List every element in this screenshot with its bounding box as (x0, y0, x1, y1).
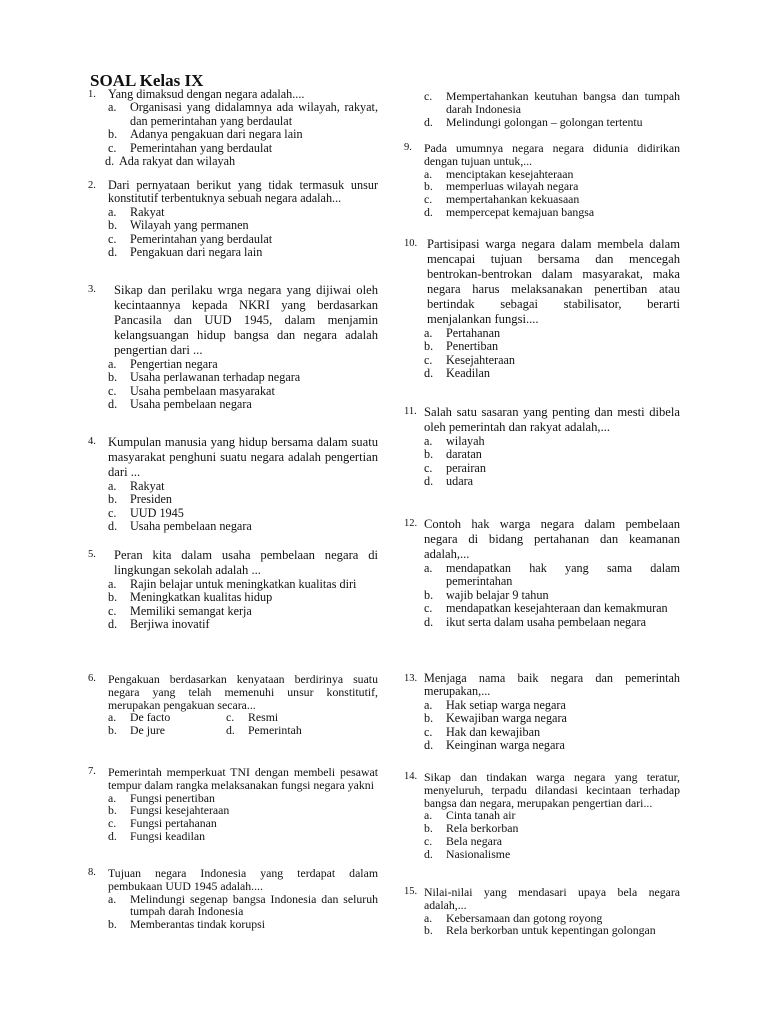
question-8 (88, 867, 378, 931)
question-number: 1. (88, 89, 96, 100)
option-c[interactable]: c. mempertahankan kekuasaan (424, 192, 580, 207)
question-number: 4. (88, 436, 96, 447)
question-11 (404, 405, 680, 489)
option-b[interactable]: b. Kewajiban warga negara (424, 711, 567, 726)
option-c[interactable]: c. Mempertahankan keutuhan bangsa dan tumpah darah Indonesia (424, 89, 680, 116)
question-number: 10. (404, 238, 418, 249)
question-text: Contoh hak warga negara dalam pembelaan negara di bidang pertahanan dan keamanan adalah,... (424, 517, 680, 561)
option-c[interactable]: c. mendapatkan kesejahteraan dan kemakmuran (424, 601, 668, 616)
option-b[interactable]: b. wajib belajar 9 tahun (424, 587, 549, 602)
option-d[interactable]: d. Nasionalisme (424, 846, 511, 861)
question-text: Sikap dan tindakan warga negara yang teratur, menyeluruh, terpadu dilandasi kecintaan terhadap bangsa dan negara, merupakan pengertian dari... (424, 770, 680, 810)
question-number: 15. (404, 886, 418, 897)
option-d[interactable]: d. Usaha pembelaan negara (108, 519, 252, 534)
option-d[interactable]: d. Pengakuan dari negara lain (108, 245, 263, 260)
question-7 (88, 766, 378, 843)
question-number: 13. (404, 673, 418, 684)
question-text: Yang dimaksud dengan negara adalah.... (108, 87, 305, 101)
option-b[interactable]: b. memperluas wilayah negara (424, 179, 579, 194)
option-c[interactable]: c. Resmi (226, 710, 279, 725)
option-b[interactable]: b. daratan (424, 447, 482, 462)
option-b[interactable]: b. Rela berkorban (424, 821, 519, 836)
option-d[interactable]: d. Pemerintah (226, 723, 302, 738)
option-b[interactable]: b. Meningkatkan kualitas hidup (108, 590, 273, 605)
question-text: Menjaga nama baik negara dan pemerintah merupakan,... (424, 671, 680, 699)
question-4 (88, 435, 378, 534)
question-number: 8. (88, 867, 96, 878)
question-text: Peran kita dalam usaha pembelaan negara di lingkungan sekolah adalah ... (114, 548, 378, 577)
option-c[interactable]: c. Hak dan kewajiban (424, 724, 541, 739)
question-3 (88, 283, 378, 412)
option-b[interactable]: b. De jure (108, 723, 166, 738)
option-c[interactable]: c. Kesejahteraan (424, 352, 516, 367)
option-c[interactable]: c. Pemerintahan yang berdaulat (108, 140, 273, 155)
question-text: Pengakuan berdasarkan kenyataan berdirinya suatu negara yang telah memenuhi unsur konstitutif, merupakan pengakuan secara... (108, 672, 378, 712)
option-a[interactable]: a. Kebersamaan dan gotong royong (424, 910, 603, 925)
option-d[interactable]: d. Melindungi golongan – golongan tertentu (424, 114, 643, 129)
option-a[interactable]: a. De facto (108, 710, 171, 725)
option-b[interactable]: b. Rela berkorban untuk kepentingan golongan (424, 923, 656, 938)
question-13 (404, 672, 680, 752)
option-d[interactable]: d. Berjiwa inovatif (108, 617, 210, 632)
question-number: 5. (88, 549, 96, 560)
question-1 (88, 88, 378, 168)
option-c[interactable]: c. perairan (424, 460, 486, 475)
option-c[interactable]: c. Fungsi pertahanan (108, 816, 217, 831)
option-b[interactable]: b. Penertiban (424, 339, 499, 354)
option-c[interactable]: c. UUD 1945 (108, 505, 184, 520)
question-2 (88, 179, 378, 259)
option-a[interactable]: a. Fungsi penertiban (108, 790, 215, 805)
question-text: Pada umumnya negara negara didunia didirikan dengan tujuan untuk,... (424, 141, 680, 168)
option-a[interactable]: a. mendapatkan hak yang sama dalam pemerintahan (424, 561, 680, 589)
question-8-continued (404, 90, 680, 128)
option-a[interactable]: a. Hak setiap warga negara (424, 697, 566, 712)
option-d[interactable]: d. ikut serta dalam usaha pembelaan negara (424, 614, 646, 629)
option-a[interactable]: a. wilayah (424, 434, 485, 448)
question-10 (404, 237, 680, 381)
question-5 (88, 548, 378, 632)
question-number: 14. (404, 771, 418, 782)
option-d[interactable]: d. udara (424, 474, 474, 489)
question-number: 12. (404, 518, 418, 529)
question-text: Kumpulan manusia yang hidup bersama dalam suatu masyarakat penghuni suatu negara adalah pengertian dari ... (108, 435, 378, 479)
option-b[interactable]: b. Presiden (108, 492, 172, 507)
question-12 (404, 517, 680, 629)
option-d[interactable]: d. Fungsi keadilan (108, 828, 206, 843)
option-b[interactable]: b. Memberantas tindak korupsi (108, 917, 265, 932)
option-a[interactable]: a. Pertahanan (424, 326, 501, 340)
question-text: Nilai-nilai yang mendasari upaya bela negara adalah,... (424, 885, 680, 912)
question-text: Salah satu sasaran yang penting dan mesti dibela oleh pemerintah dan rakyat adalah,... (424, 405, 680, 434)
question-14 (404, 771, 680, 861)
question-number: 9. (404, 142, 412, 153)
option-a[interactable]: a. Melindungi segenap bangsa Indonesia dan seluruh tumpah darah Indonesia (108, 891, 378, 919)
question-number: 11. (404, 406, 417, 417)
question-15 (404, 886, 680, 937)
option-c[interactable]: c. Usaha pembelaan masyarakat (108, 383, 275, 398)
option-d[interactable]: d. Ada rakyat dan wilayah (105, 154, 236, 169)
option-c[interactable]: c. Memiliki semangat kerja (108, 603, 252, 618)
option-c[interactable]: c. Pemerintahan yang berdaulat (108, 231, 273, 246)
question-6 (88, 673, 378, 737)
question-9 (404, 142, 680, 219)
option-a[interactable]: a. Rajin belajar untuk meningkatkan kualitas diri (108, 577, 357, 591)
option-c[interactable]: c. Bela negara (424, 833, 503, 848)
question-text: Pemerintah memperkuat TNI dengan membeli pesawat tempur dalam rangka melaksanakan fungsi negara yakni (108, 765, 378, 792)
option-a[interactable]: a. Pengertian negara (108, 357, 218, 371)
option-a[interactable]: a. Rakyat (108, 204, 165, 219)
question-text: Partisipasi warga negara dalam membela dalam mencapai tujuan bersama dan mencegah bentrokan-bentrokan dalam masyarakat, maka negara harus melaksanakan penertiban atau bertindak sebagai stabilisator, berarti menjalankan fungsi.... (427, 237, 680, 326)
question-number: 3. (88, 284, 96, 295)
option-d[interactable]: d. Usaha pembelaan negara (108, 397, 252, 412)
question-text: Sikap dan perilaku wrga negara yang dijiwai oleh kecintaannya kepada NKRI yang berdasarkan Pancasila dan UUD 1945, dalam menjamin kelangsuangan hidup bangsa dan negara adalah pengertian dari ... (114, 283, 378, 357)
option-d[interactable]: d. Keinginan warga negara (424, 738, 565, 753)
option-d[interactable]: d. mempercepat kemajuan bangsa (424, 204, 595, 219)
option-b[interactable]: b. Adanya pengakuan dari negara lain (108, 127, 303, 142)
option-b[interactable]: b. Fungsi kesejahteraan (108, 803, 230, 818)
option-b[interactable]: b. Usaha perlawanan terhadap negara (108, 370, 301, 385)
question-number: 6. (88, 673, 96, 684)
question-text: Dari pernyataan berikut yang tidak termasuk unsur konstitutif terbentuknya sebuah negara adalah... (108, 178, 378, 206)
option-a[interactable]: a. Cinta tanah air (424, 808, 516, 823)
option-a[interactable]: a. menciptakan kesejahteraan (424, 166, 574, 181)
question-text: Tujuan negara Indonesia yang terdapat dalam pembukaan UUD 1945 adalah.... (108, 866, 378, 893)
question-number: 2. (88, 180, 96, 191)
option-a[interactable]: a. Organisasi yang didalamnya ada wilayah, rakyat, dan pemerintahan yang berdaulat (108, 100, 378, 128)
option-a[interactable]: a. Rakyat (108, 479, 165, 493)
option-b[interactable]: b. Wilayah yang permanen (108, 218, 249, 233)
option-d[interactable]: d. Keadilan (424, 366, 490, 381)
question-number: 7. (88, 766, 96, 777)
page-title: SOAL Kelas IX (90, 71, 204, 90)
